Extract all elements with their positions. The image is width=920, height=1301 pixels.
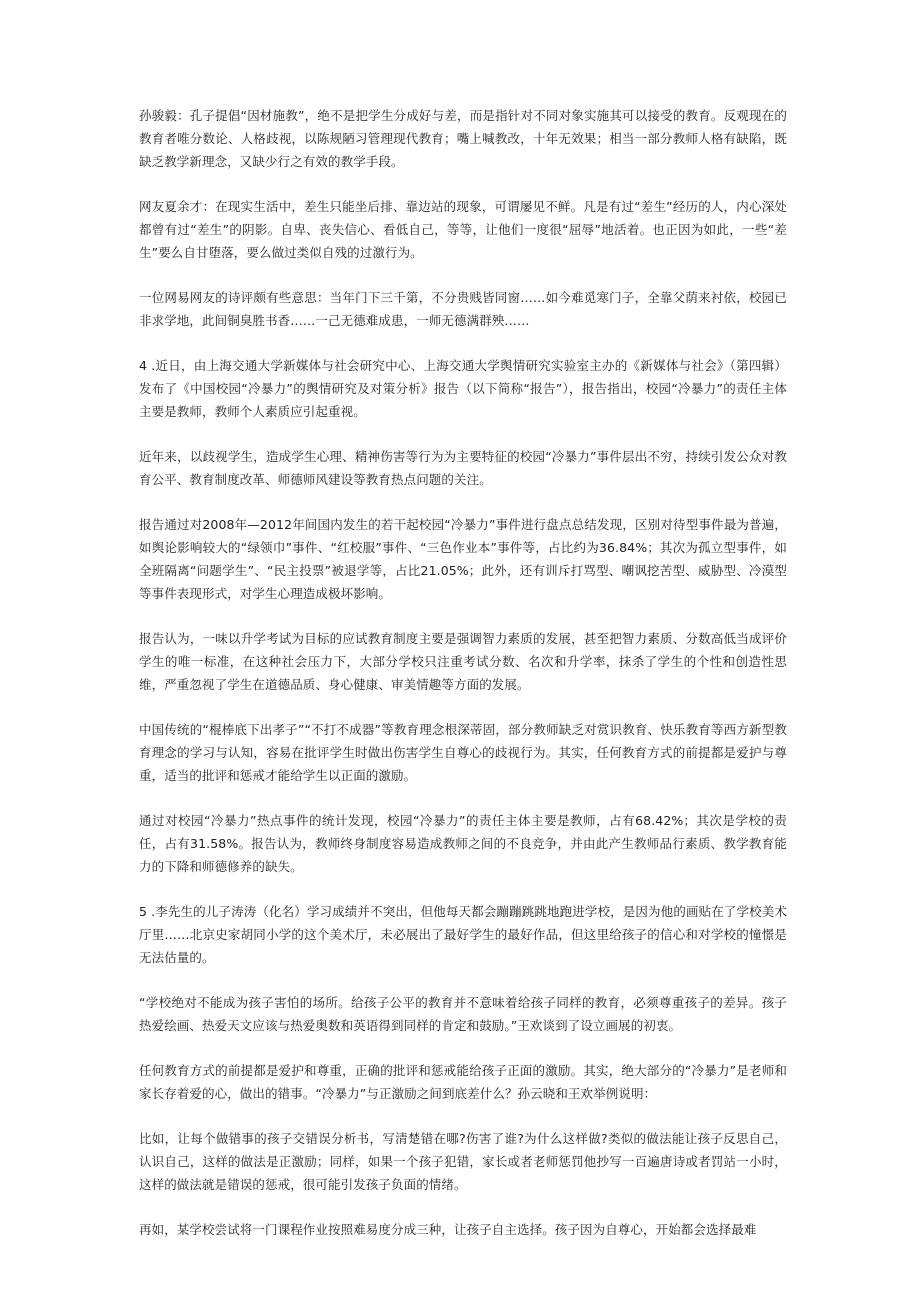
paragraph-report-statistics: 报告通过对2008年—2012年间国内发生的若干起校园“冷暴力”事件进行盘点总结发现，区别对待型事件最为普遍，如舆论影响较大的“绿领巾”事件、“红校服”事件、“三色作业本”事件等，占比约为36.84%；其次为孤立型事件，如全班隔离“问题学生”、“民主投票”被退学等，占比21.05%；此外，还有训斥打骂型、嘲讽挖苦型、威胁型、冷漠型等事件表现形式，对学生心理造成极坏影响。 (139, 517, 787, 601)
paragraph-positive-incentive: 任何教育方式的前提都是爱护和尊重，正确的批评和惩戒能给孩子正面的激励。其实，绝大部分的“冷暴力”是老师和家长存着爱的心，做出的错事。“冷暴力”与正激励之间到底差什么？孙云晓和王欢举例说明： (139, 1063, 787, 1101)
paragraph-netease-poem: 一位网易网友的诗评颇有些意思：当年门下三千第，不分贵贱皆同窗……如今难觅寒门子，全靠父荫来衬依，校园已非求学地，此间铜臭胜书香……一己无德难成患，一师无德满群殃…… (139, 290, 787, 328)
paragraph-item-4-report: 4 .近日，由上海交通大学新媒体与社会研究中心、上海交通大学舆情研究实验室主办的《新媒体与社会》（第四辑）发布了《中国校园“冷暴力”的舆情研究及对策分析》报告（以下简称“报告”），报告指出，校园“冷暴力”的责任主体主要是教师，教师个人素质应引起重视。 (139, 358, 787, 419)
document-body (139, 104, 787, 1263)
paragraph-responsibility: 通过对校园“冷暴力”热点事件的统计发现，校园“冷暴力”的责任主体主要是教师，占有68.42%；其次是学校的责任，占有31.58%。报告认为，教师终身制度容易造成教师之间的不良竞争，并由此产生教师品行素质、教学教育能力的下降和师德修养的缺失。 (139, 813, 787, 874)
paragraph-recent-years: 近年来，以歧视学生，造成学生心理、精神伤害等行为为主要特征的校园“冷暴力”事件层出不穷，持续引发公众对教育公平、教育制度改革、师德师风建设等教育热点问题的关注。 (139, 449, 787, 487)
paragraph-item-5-art-hall: 5 .李先生的儿子涛涛（化名）学习成绩并不突出，但他每天都会蹦蹦跳跳地跑进学校，是因为他的画贴在了学校美术厅里……北京史家胡同小学的这个美术厅，未必展出了最好学生的最好作品，但这里给孩子的信心和对学校的憧憬是无法估量的。 (139, 904, 787, 965)
paragraph-example-analysis: 比如，让每个做错事的孩子交错误分析书，写清楚错在哪?伤害了谁?为什么这样做?类似的做法能让孩子反思自己，认识自己，这样的做法是正激励；同样，如果一个孩子犯错，家长或者老师惩罚他抄写一百遍唐诗或者罚站一小时，这样的做法就是错误的惩戒，很可能引发孩子负面的情绪。 (139, 1131, 787, 1192)
paragraph-xia-yucai: 网友夏余才：在现实生活中，差生只能坐后排、靠边站的现象，可谓屡见不鲜。凡是有过“差生”经历的人，内心深处都曾有过“差生”的阴影。自卑、丧失信心、看低自己，等等，让他们一度很“屈辱”地活着。也正因为如此，一些“差生”要么自甘堕落，要么做过类似自残的过激行为。 (139, 199, 787, 260)
paragraph-wang-huan-quote: “学校绝对不能成为孩子害怕的场所。给孩子公平的教育并不意味着给孩子同样的教育，必须尊重孩子的差异。孩子热爱绘画、热爱天文应该与热爱奥数和英语得到同样的肯定和鼓励。”王欢谈到了设立画展的初衷。 (139, 995, 787, 1033)
paragraph-sun-junyi: 孙骏毅：孔子提倡“因材施教”，绝不是把学生分成好与差，而是指针对不同对象实施其可以接受的教育。反观现在的教育者唯分数论、人格歧视，以陈规陋习管理现代教育；嘴上喊教改，十年无效果；相当一部分教师人格有缺陷，既缺乏教学新理念，又缺少行之有效的教学手段。 (139, 108, 787, 169)
paragraph-example-homework: 再如，某学校尝试将一门课程作业按照难易度分成三种，让孩子自主选择。孩子因为自尊心，开始都会选择最难 (139, 1222, 757, 1237)
paragraph-exam-oriented: 报告认为，一味以升学考试为目标的应试教育制度主要是强调智力素质的发展，甚至把智力素质、分数高低当成评价学生的唯一标准，在这种社会压力下，大部分学校只注重考试分数、名次和升学率，抹杀了学生的个性和创造性思维，严重忽视了学生在道德品质、身心健康、审美情趣等方面的发展。 (139, 631, 787, 692)
paragraph-traditional-concepts: 中国传统的“棍棒底下出孝子”“不打不成器”等教育理念根深蒂固，部分教师缺乏对赏识教育、快乐教育等西方新型教育理念的学习与认知，容易在批评学生时做出伤害学生自尊心的歧视行为。其实，任何教育方式的前提都是爱护与尊重，适当的批评和惩戒才能给学生以正面的激励。 (139, 722, 787, 783)
